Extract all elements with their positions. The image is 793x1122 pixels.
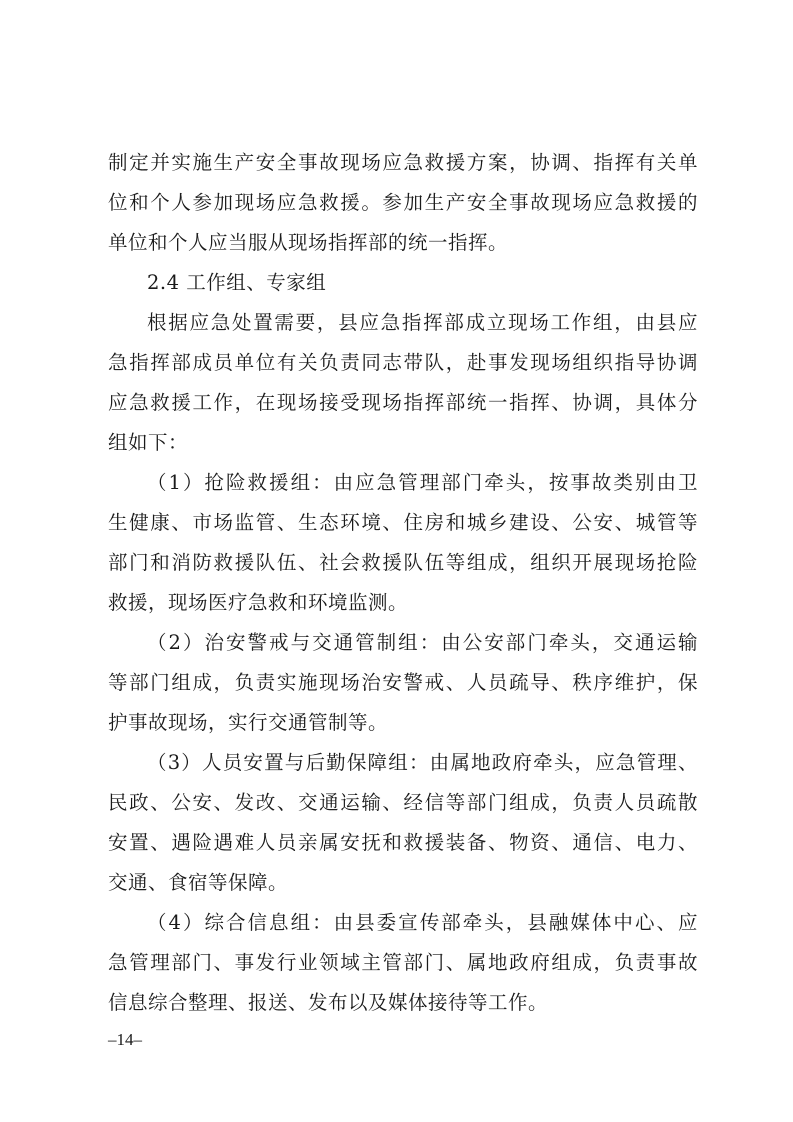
body-text-line: 应急救援工作，在现场接受现场指挥部统一指挥、协调，具体分: [108, 391, 698, 414]
list-item-line: 信息综合整理、报送、发布以及媒体接待等工作。: [108, 991, 549, 1014]
body-text-line: 根据应急处置需要，县应急指挥部成立现场工作组，由县应: [147, 311, 698, 334]
list-item-line: 护事故现场，实行交通管制等。: [108, 711, 389, 734]
list-item-line: （1）抢险救援组：由应急管理部门牵头，按事故类别由卫: [147, 471, 698, 494]
list-item-line: 急管理部门、事发行业领域主管部门、属地政府组成，负责事故: [108, 951, 698, 974]
page-number: –14–: [108, 1030, 142, 1049]
list-item-line: （2）治安警戒与交通管制组：由公安部门牵头，交通运输: [147, 631, 698, 654]
section-heading: 2.4 工作组、专家组: [147, 271, 327, 294]
list-item-line: （4）综合信息组：由县委宣传部牵头，县融媒体中心、应: [147, 911, 698, 934]
list-item-line: 等部门组成，负责实施现场治安警戒、人员疏导、秩序维护，保: [108, 671, 698, 694]
body-text-line: 急指挥部成员单位有关负责同志带队，赴事发现场组织指导协调: [108, 351, 698, 374]
list-item-line: 救援，现场医疗急救和环境监测。: [108, 591, 409, 614]
body-text-line: 位和个人参加现场应急救援。参加生产安全事故现场应急救援的: [108, 191, 698, 214]
list-item-line: 部门和消防救援队伍、社会救援队伍等组成，组织开展现场抢险: [108, 551, 698, 574]
list-item-line: 民政、公安、发改、交通运输、经信等部门组成，负责人员疏散: [108, 791, 698, 814]
body-text-line: 组如下：: [108, 431, 189, 454]
list-item-line: （3）人员安置与后勤保障组：由属地政府牵头，应急管理、: [147, 751, 698, 774]
body-text-line: 单位和个人应当服从现场指挥部的统一指挥。: [108, 231, 509, 254]
list-item-line: 生健康、市场监管、生态环境、住房和城乡建设、公安、城管等: [108, 511, 698, 534]
list-item-line: 安置、遇险遇难人员亲属安抚和救援装备、物资、通信、电力、: [108, 831, 698, 854]
list-item-line: 交通、食宿等保障。: [108, 871, 289, 894]
body-text-line: 制定并实施生产安全事故现场应急救援方案，协调、指挥有关单: [108, 151, 698, 174]
